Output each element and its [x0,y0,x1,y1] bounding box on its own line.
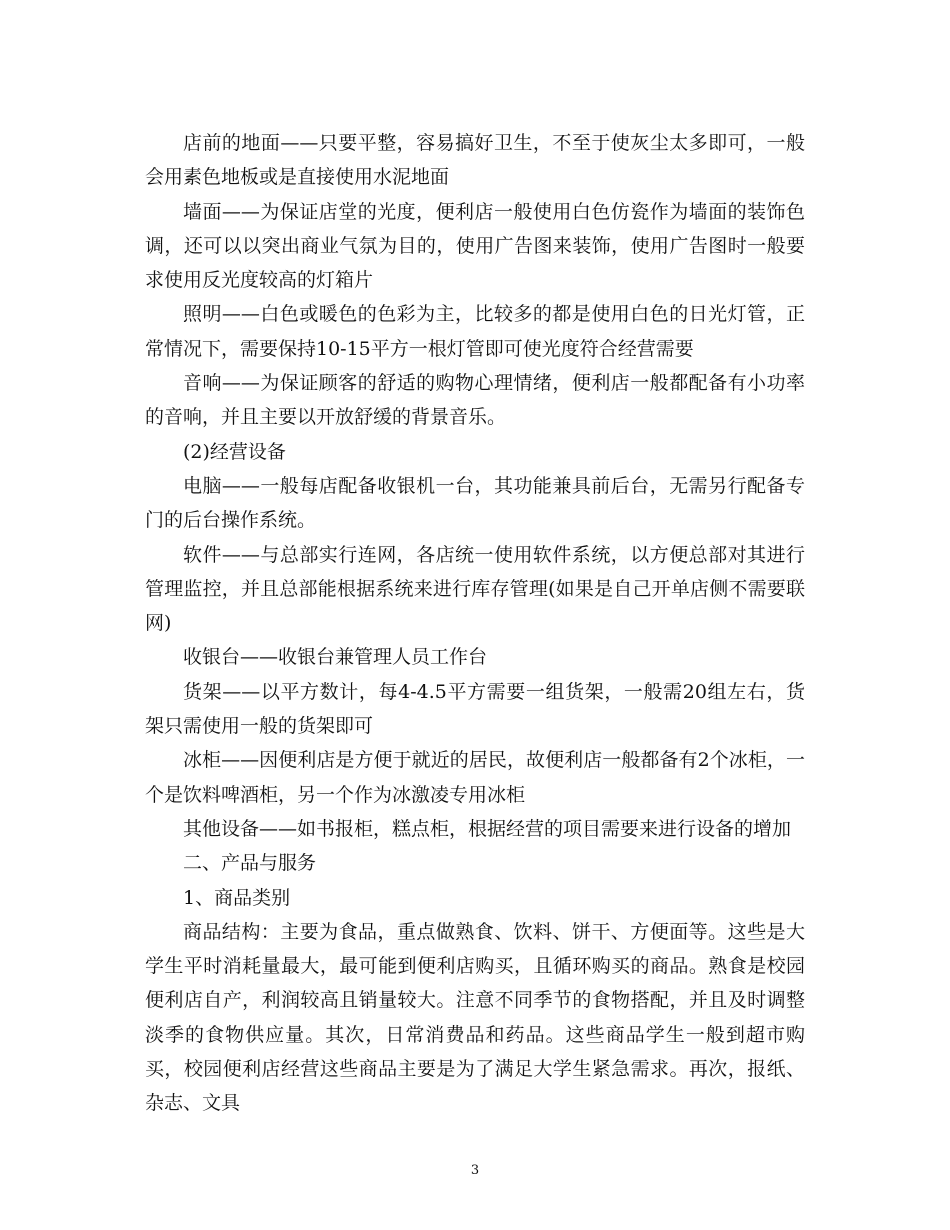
paragraph-lighting: 照明——白色或暖色的色彩为主，比较多的都是使用白色的日光灯管，正常情况下，需要保持10-15平方一根灯管即可使光度符合经营需要 [145,303,805,360]
paragraph-product-structure: 商品结构：主要为食品，重点做熟食、饮料、饼干、方便面等。这些是大学生平时消耗量最大，最可能到便利店购买，且循环购买的商品。熟食是校园便利店自产，利润较高且销量较大。注意不同季节的食物搭配，并且及时调整淡季的食物供应量。其次，日常消费品和药品。这些商品学生一般到超市购买，校园便利店经营这些商品主要是为了满足大学生紧急需求。再次，报纸、杂志、文具 [145,920,805,1115]
paragraph-software: 软件——与总部实行连网，各店统一使用软件系统，以方便总部对其进行管理监控，并且总部能根据系统来进行库存管理(如果是自己开单店侧不需要联网) [145,543,805,635]
section-heading-categories: 1、商品类别 [183,886,291,909]
page-number: 3 [470,1163,480,1178]
paragraph-ground: 店前的地面——只要平整，容易搞好卫生，不至于使灰尘太多即可，一般会用素色地板或是直接使用水泥地面 [145,132,805,189]
paragraph-wall: 墙面——为保证店堂的光度，便利店一般使用白色仿瓷作为墙面的装饰色调，还可以以突出商业气氛为目的，使用广告图来装饰，使用广告图时一般要求使用反光度较高的灯箱片 [145,200,805,292]
document-body [145,126,805,1121]
paragraph-audio: 音响——为保证顾客的舒适的购物心理情绪，便利店一般都配备有小功率的音响，并且主要以开放舒缓的背景音乐。 [145,372,805,429]
paragraph-other-equipment: 其他设备——如书报柜，糕点柜，根据经营的项目需要来进行设备的增加 [183,817,792,840]
paragraph-computer: 电脑——一般每店配备收银机一台，其功能兼具前后台，无需另行配备专门的后台操作系统。 [145,474,805,532]
section-heading-equipment: (2)经营设备 [183,440,286,463]
section-heading-products: 二、产品与服务 [183,852,317,875]
paragraph-freezer: 冰柜——因便利店是方便于就近的居民，故便利店一般都备有2个冰柜，一个是饮料啤酒柜，另一个作为冰激凌专用冰柜 [145,749,805,806]
paragraph-checkout: 收银台——收银台兼管理人员工作台 [183,646,488,669]
paragraph-shelves: 货架——以平方数计，每4-4.5平方需要一组货架，一般需20组左右，货架只需使用一般的货架即可 [145,680,805,738]
